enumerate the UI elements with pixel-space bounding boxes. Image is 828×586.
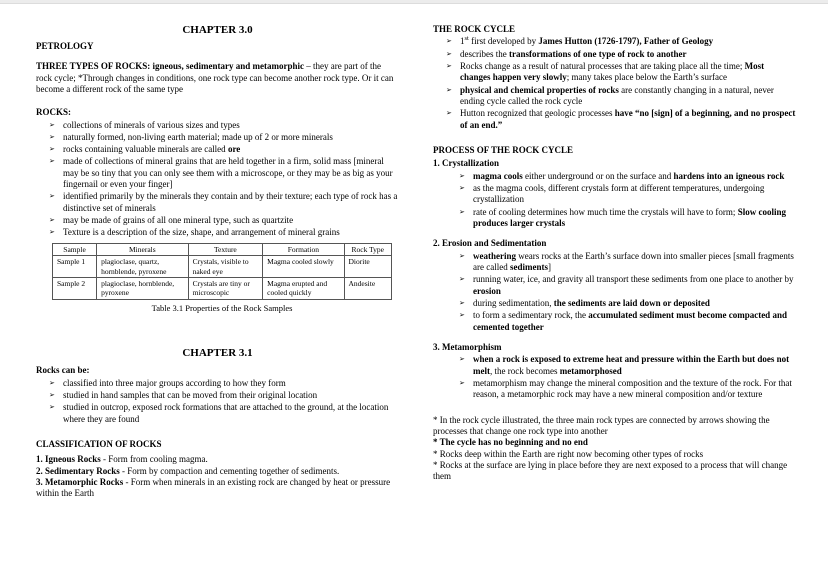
table-header-cell: Minerals <box>97 243 189 255</box>
bullet-arrow-icon: ➢ <box>446 109 452 118</box>
list-item <box>49 120 399 131</box>
text-segment: running water, ice, and gravity all transport these sediments from one place to another by <box>473 274 794 285</box>
table-caption: Table 3.1 Properties of the Rock Samples <box>151 302 293 313</box>
list-item <box>446 36 796 47</box>
text-segment: 1 <box>460 36 465 47</box>
text-segment: erosion <box>473 285 501 296</box>
text-segment: metamorphosed <box>559 365 622 376</box>
numbered-heading: 2. Erosion and Sedimentation <box>433 238 547 249</box>
text-segment: * Rocks at the surface are lying in place before they are next exposed to a process that will change them <box>433 459 788 482</box>
text-segment: Texture is a description of the size, shape, and arrangement of mineral grains <box>63 227 340 238</box>
list-item <box>459 183 796 206</box>
table-header-row <box>53 243 392 255</box>
text-segment: sediments <box>509 261 548 272</box>
bullet-arrow-icon: ➢ <box>49 390 55 399</box>
rock-samples-table <box>52 243 392 300</box>
bullet-arrow-icon: ➢ <box>459 171 465 180</box>
text-segment: physical and chemical properties of rocks <box>460 84 619 95</box>
list-item <box>446 108 796 131</box>
text-segment: Rocks change as a result of natural processes that are taking place all the time; <box>460 60 745 71</box>
list-item-text <box>63 215 399 226</box>
text-segment: - Form when minerals in an existing rock are changed by heat or pressure within the Earth <box>36 476 391 499</box>
list-item <box>459 207 796 230</box>
table-cell: Sample 1 <box>53 256 97 278</box>
list-item-text <box>63 378 399 389</box>
text-segment: 3. Metamorphic Rocks <box>36 476 124 487</box>
bullet-list <box>433 36 796 131</box>
bullet-arrow-icon: ➢ <box>446 49 452 58</box>
text-segment: st <box>464 35 469 43</box>
text-segment: wears rocks at the Earth’s surface down into smaller pieces [small fragments are called <box>473 250 794 272</box>
text-segment: James Hutton (1726-1797), Father of Geology <box>538 36 714 47</box>
bullet-arrow-icon: ➢ <box>49 403 55 412</box>
bullet-arrow-icon: ➢ <box>446 85 452 94</box>
list-item <box>459 274 796 297</box>
list-item <box>459 310 796 333</box>
text-segment: made of collections of mineral grains that are held together in a firm, solid mass [mineral may be so tiny that you can only see them with a microscope, or they may be as big as your fingernail or even your finger] <box>63 156 393 190</box>
text-segment: classified into three major groups according to how they form <box>63 377 286 388</box>
document-page <box>0 4 828 500</box>
text-segment: identified primarily by the minerals they contain and by their texture; each type of rock has a distinctive set of minerals <box>63 191 398 213</box>
table-row <box>53 277 392 299</box>
text-segment: ] <box>547 261 551 272</box>
section-heading: THE ROCK CYCLE <box>433 24 516 34</box>
list-item <box>459 298 796 309</box>
bullet-arrow-icon: ➢ <box>49 192 55 201</box>
bullet-arrow-icon: ➢ <box>49 228 55 237</box>
list-item <box>49 156 399 190</box>
table-head <box>53 243 392 255</box>
text-segment: weathering <box>473 250 516 261</box>
list-item <box>49 215 399 226</box>
list-item-text <box>460 49 796 60</box>
text-segment: as the magma cools, different crystals form at different temperatures, undergoing crystallization <box>473 182 765 205</box>
list-item-text <box>473 354 796 377</box>
text-segment: have “no [sign] of a beginning, and no prospect of an end.” <box>460 108 796 130</box>
paragraph <box>433 460 796 483</box>
text-segment: to form a sedimentary rock, the <box>473 310 589 321</box>
text-segment: are constantly changing in a natural, never ending cycle called the rock cycle <box>460 84 774 106</box>
list-item <box>459 171 796 182</box>
bullet-arrow-icon: ➢ <box>446 37 452 46</box>
text-segment: 2. Sedimentary Rocks <box>36 465 120 476</box>
table-header-cell: Sample <box>53 243 97 255</box>
bullet-arrow-icon: ➢ <box>459 275 465 284</box>
text-segment: studied in hand samples that can be moved from their original location <box>63 389 318 400</box>
list-item-text <box>63 156 399 190</box>
text-segment: describes the <box>460 48 509 59</box>
table-cell: Crystals are tiny or microscopic <box>188 277 263 299</box>
table-cell: Magma cooled slowly <box>263 256 344 278</box>
bullet-arrow-icon: ➢ <box>459 251 465 260</box>
text-segment: rocks containing valuable minerals are called <box>63 144 228 155</box>
list-item-text <box>63 120 399 131</box>
bullet-arrow-icon: ➢ <box>446 61 452 70</box>
paragraph <box>433 449 796 460</box>
text-segment: Hutton recognized that geologic processes <box>460 108 615 119</box>
text-segment: - Form by compaction and cementing together of sediments. <box>119 465 340 476</box>
list-item <box>49 390 399 401</box>
text-segment: collections of minerals of various sizes and types <box>63 119 240 130</box>
table-body <box>53 256 392 300</box>
bullet-arrow-icon: ➢ <box>459 207 465 216</box>
table-cell: Sample 2 <box>53 277 97 299</box>
list-item-text <box>460 108 796 131</box>
text-segment: during sedimentation, <box>473 297 554 308</box>
list-item <box>459 378 796 401</box>
paragraph <box>433 437 796 448</box>
text-segment: hardens into an igneous rock <box>673 170 785 181</box>
bullet-list <box>433 251 796 333</box>
numbered-heading: 1. Crystallization <box>433 158 499 169</box>
bullet-arrow-icon: ➢ <box>49 157 55 166</box>
text-segment: , the rock becomes <box>490 365 560 376</box>
table-cell: Crystals, visible to naked eye <box>188 256 263 278</box>
list-item <box>446 85 796 108</box>
text-segment: ore <box>227 144 241 155</box>
list-item-text <box>460 61 796 84</box>
list-item-text <box>63 390 399 401</box>
list-item-text <box>63 144 399 155</box>
text-segment: * Rocks deep within the Earth are right now becoming other types of rocks <box>433 448 704 459</box>
paragraph <box>36 466 399 477</box>
bullet-arrow-icon: ➢ <box>49 145 55 154</box>
text-segment: Slow cooling produces larger crystals <box>473 206 786 228</box>
text-segment: first developed by <box>468 36 539 47</box>
list-item-text <box>63 402 399 425</box>
table-row <box>53 256 392 278</box>
text-segment: may be made of grains of all one mineral type, such as quartzite <box>63 215 294 226</box>
text-segment: – they are part of the rock cycle; *Through changes in conditions, one rock type can become another rock type. Or it can become a different rock of the same type <box>36 61 394 94</box>
table-cell: plagioclase, quartz, hornblende, pyroxene <box>97 256 189 278</box>
paragraph <box>36 477 399 500</box>
bullet-arrow-icon: ➢ <box>49 378 55 387</box>
table-header-cell: Texture <box>188 243 263 255</box>
bullet-arrow-icon: ➢ <box>49 216 55 225</box>
paragraph <box>433 415 796 438</box>
section-heading: CLASSIFICATION OF ROCKS <box>36 438 162 449</box>
chapter-heading: CHAPTER 3.1 <box>182 347 253 360</box>
list-item-text <box>473 251 796 274</box>
text-segment: accumulated sediment must become compacted and cemented together <box>473 310 787 332</box>
section-heading: ROCKS: <box>36 107 72 118</box>
bullet-arrow-icon: ➢ <box>459 311 465 320</box>
list-item-text <box>473 207 796 230</box>
list-item-text <box>63 191 399 214</box>
text-segment: rate of cooling determines how much time the crystals will have to form; <box>473 206 738 217</box>
right-column <box>433 24 796 500</box>
list-item-text <box>473 310 796 333</box>
table-header-cell: Formation <box>263 243 344 255</box>
text-segment: ; many takes place below the Earth’s surface <box>566 72 727 83</box>
text-segment: metamorphism may change the mineral composition and the texture of the rock. For that reason, a metamorphic rock may have a new mineral composition and/or texture <box>473 377 792 400</box>
section-heading: PETROLOGY <box>36 40 94 51</box>
list-item-text <box>473 171 796 182</box>
list-item-text <box>473 274 796 297</box>
list-item-text <box>473 378 796 401</box>
list-item-text <box>63 132 399 143</box>
list-item <box>49 402 399 425</box>
chapter-heading: CHAPTER 3.0 <box>182 24 253 36</box>
text-segment: * In the rock cycle illustrated, the three main rock types are connected by arrows showing the processes that change one rock type into another <box>433 414 770 436</box>
list-item-text <box>460 85 796 108</box>
text-segment: magma cools <box>473 170 523 181</box>
text-segment: studied in outcrop, exposed rock formations that are attached to the ground, at the location where they are found <box>63 402 389 424</box>
list-item-text <box>473 183 796 206</box>
text-segment: - Form from cooling magma. <box>100 454 208 465</box>
list-item <box>49 378 399 389</box>
paragraph <box>36 454 399 465</box>
list-item <box>446 61 796 84</box>
text-segment: either underground or on the surface and <box>522 170 674 181</box>
bullet-arrow-icon: ➢ <box>459 298 465 307</box>
bullet-list <box>433 354 796 400</box>
list-item <box>459 354 796 377</box>
table-cell: Diorite <box>344 256 391 278</box>
list-item <box>459 251 796 274</box>
text-segment: 1. Igneous Rocks <box>36 454 101 465</box>
bullet-arrow-icon: ➢ <box>459 183 465 192</box>
paragraph <box>36 61 399 95</box>
list-item <box>49 191 399 214</box>
table-cell: Magma erupted and cooled quickly <box>263 277 344 299</box>
left-column <box>36 24 399 500</box>
bullet-list <box>36 120 399 239</box>
section-heading: Rocks can be: <box>36 365 90 376</box>
table-cell: Andesite <box>344 277 391 299</box>
bullet-arrow-icon: ➢ <box>459 378 465 387</box>
text-segment: transformations of one type of rock to another <box>508 48 687 59</box>
list-item <box>49 227 399 238</box>
text-segment: THREE TYPES OF ROCKS: igneous, sedimentary and metamorphic <box>36 61 305 72</box>
table-header-cell: Rock Type <box>344 243 391 255</box>
text-segment: the sediments are laid down or deposited <box>553 297 710 308</box>
text-segment: Most changes happen very slowly <box>460 60 765 83</box>
list-item <box>49 144 399 155</box>
section-heading: PROCESS OF THE ROCK CYCLE <box>433 144 574 155</box>
bullet-arrow-icon: ➢ <box>49 132 55 141</box>
text-segment: * The cycle has no beginning and no end <box>433 437 588 448</box>
bullet-arrow-icon: ➢ <box>459 355 465 364</box>
bullet-arrow-icon: ➢ <box>49 120 55 129</box>
list-item <box>446 49 796 60</box>
table-cell: plagioclase, hornblende, pyroxene <box>97 277 189 299</box>
bullet-list <box>433 171 796 230</box>
list-item-text <box>63 227 399 238</box>
text-segment: when a rock is exposed to extreme heat and pressure within the Earth but does not melt <box>473 354 790 376</box>
list-item-text <box>473 298 796 309</box>
numbered-heading: 3. Metamorphism <box>433 341 502 352</box>
list-item <box>49 132 399 143</box>
text-segment: naturally formed, non-living earth material; made up of 2 or more minerals <box>63 131 333 142</box>
list-item-text <box>460 36 796 47</box>
bullet-list <box>36 378 399 425</box>
